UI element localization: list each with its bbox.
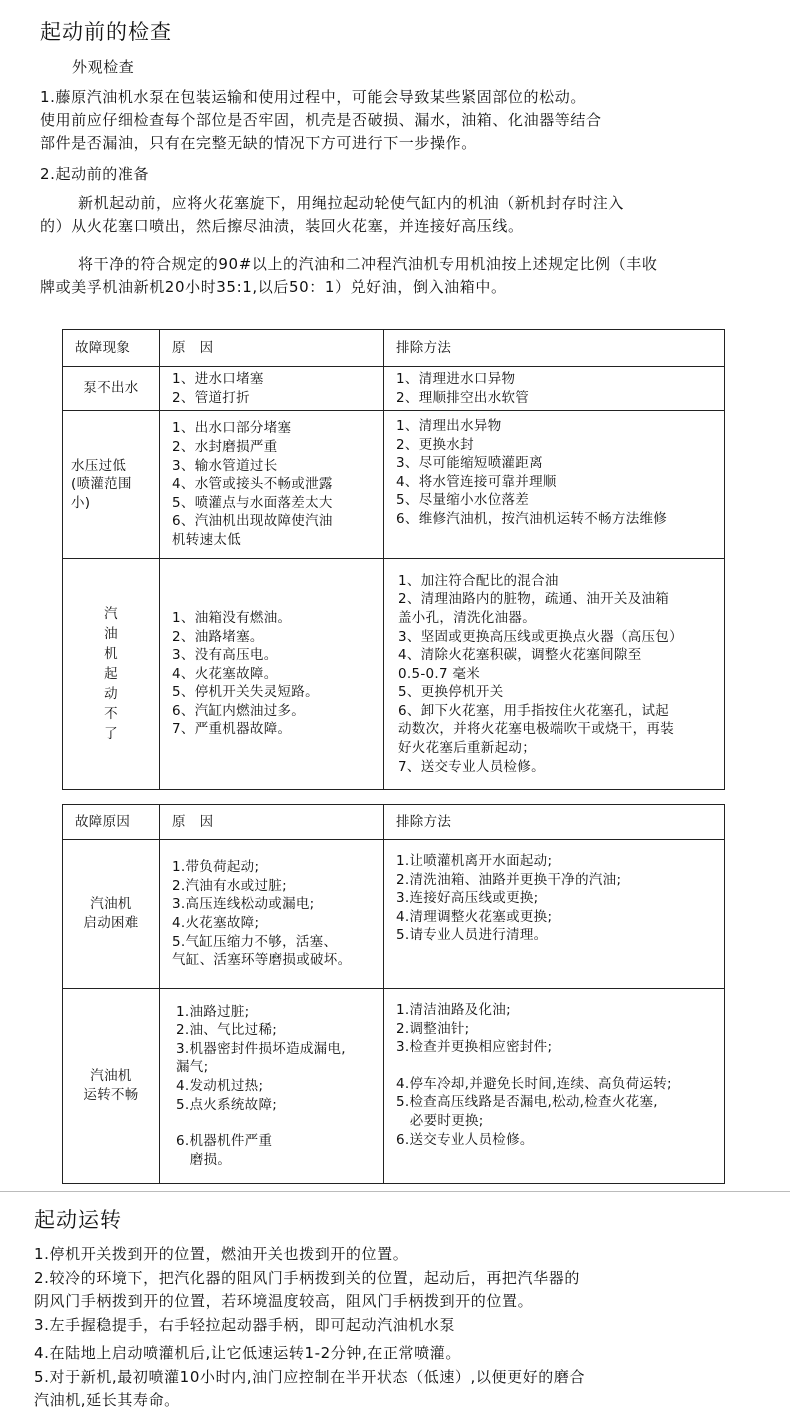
cause-line: 5、喷灌点与水面落差太大 [172, 494, 333, 511]
fix-cell [384, 411, 725, 559]
paragraph-line: 牌或美孚机油新机20小时35:1,以后50：1）兑好油，倒入油箱中。 [40, 278, 507, 296]
symptom-cell [63, 559, 160, 790]
paragraph-line: 的）从火花塞口喷出，然后擦尽油渍，装回火花塞，并连接好高压线。 [40, 217, 524, 235]
symptom-char: 动 [104, 686, 118, 702]
cause-line: 3.高压连线松动或漏电; [172, 896, 315, 913]
fix-line: 2.清洗油箱、油路并更换干净的汽油; [396, 871, 622, 888]
fix-line: 5、尽量缩小水位落差 [396, 492, 530, 509]
cause-line: 1、油箱没有燃油。 [172, 609, 292, 626]
cause-line: 6、汽缸内燃油过多。 [172, 702, 306, 719]
fix-cell [384, 367, 725, 411]
cause-line: 3、输水管道过长 [172, 457, 278, 474]
fix-line: 5、更换停机开关 [398, 684, 504, 701]
cause-line: 5、停机开关失灵短路。 [172, 684, 319, 701]
paragraph-line: 4.在陆地上启动喷灌机后,让它低速运转1-2分钟,在正常喷灌。 [34, 1344, 461, 1362]
paragraph-line: 阴风门手柄拨到开的位置，若环境温度较高，阻风门手柄拨到开的位置。 [34, 1292, 534, 1310]
fix-cell [384, 840, 725, 989]
paragraph-start-operation [34, 1243, 585, 1413]
troubleshooting-table-2 [62, 804, 725, 1184]
fix-line: 4、清除火花塞积碳，调整火花塞间隙至 [398, 647, 642, 664]
paragraph-line: 将干净的符合规定的90#以上的汽油和二冲程汽油机专用机油按上述规定比例（丰收 [78, 255, 658, 273]
table-row [63, 840, 725, 989]
paragraph-line: 2.较冷的环境下，把汽化器的阻风门手柄拨到关的位置，起动后，再把汽华器的 [34, 1268, 580, 1287]
symptom-text: 水压过低 [71, 457, 127, 474]
cause-line: 气缸、活塞环等磨损或破坏。 [172, 952, 352, 969]
fix-line-spacer [396, 1057, 724, 1075]
symptom-text: 小) [71, 494, 91, 511]
fix-line: 3.连接好高压线或更换; [396, 890, 539, 907]
paragraph-line: 使用前应仔细检查每个部位是否牢固，机壳是否破损、漏水，油箱、化油器等结合 [40, 111, 602, 129]
cause-line: 2、水封磨损严重 [172, 439, 278, 456]
header-fix: 排除方法 [384, 330, 725, 367]
table-row [63, 367, 725, 411]
paragraph-fuel-mixing [40, 253, 657, 299]
symptom-cell [63, 411, 160, 559]
table-row [63, 989, 725, 1184]
section-title-start-operation: 起动运转 [34, 1208, 122, 1232]
fix-line: 2、理顺排空出水软管 [396, 389, 530, 406]
fix-line: 3.检查并更换相应密封件; [396, 1039, 553, 1056]
fix-line: 4.停车冷却,并避免长时间,连续、高负荷运转; [396, 1075, 672, 1092]
fix-line: 动数次，并将火花塞电极端吹干或烧干，再装 [398, 721, 674, 738]
paragraph-line: 部件是否漏油，只有在完整无缺的情况下方可进行下一步操作。 [40, 134, 477, 152]
cause-line: 机转速太低 [172, 531, 241, 548]
table-header-row [63, 330, 725, 367]
fix-line: 2、更换水封 [396, 436, 474, 453]
fix-line: 2、清理油路内的脏物，疏通、油开关及油箱 [398, 591, 670, 608]
fix-line: 盖小孔，清洗化油器。 [398, 609, 536, 626]
cause-line: 4、水管或接头不畅或泄露 [172, 476, 333, 493]
cause-cell [160, 411, 384, 559]
symptom-cell [63, 367, 160, 411]
paragraph-preparation [40, 192, 624, 238]
cause-line: 4.火花塞故障; [172, 915, 260, 931]
fix-line: 必要时更换; [396, 1112, 484, 1129]
fix-line: 3、尽可能缩短喷灌距离 [396, 455, 543, 472]
fix-cell [384, 989, 725, 1184]
fix-line: 3、坚固或更换高压线或更换点火器（高压包） [398, 628, 683, 645]
cause-line: 7、严重机器故障。 [172, 721, 292, 738]
symptom-vertical-text [63, 604, 159, 744]
paragraph-line: 5.对于新机,最初喷灌10小时内,油门应控制在半开状态（低速）,以便更好的磨合 [34, 1367, 586, 1386]
fix-line: 6、卸下火花塞，用手指按住火花塞孔，试起 [398, 702, 670, 719]
section-divider [0, 1191, 790, 1192]
cause-cell [160, 559, 384, 790]
cause-cell [160, 989, 384, 1184]
fix-line: 1、加注符合配比的混合油 [398, 572, 559, 589]
cause-line: 6、汽油机出现故障使汽油 [172, 513, 333, 530]
symptom-cell [63, 989, 160, 1184]
symptom-text: 泵不出水 [83, 380, 139, 397]
fix-line: 1.清洁油路及化油; [396, 1002, 511, 1018]
paragraph-line: 1.停机开关拨到开的位置，燃油开关也拨到开的位置。 [34, 1245, 409, 1263]
cause-line: 漏气; [176, 1059, 209, 1076]
cause-line: 3、没有高压电。 [172, 647, 278, 664]
cause-line: 1.带负荷起动; [172, 859, 260, 876]
cause-line: 2.汽油有水或过脏; [172, 877, 287, 894]
cause-line: 4、火花塞故障。 [172, 665, 278, 682]
header-fix: 排除方法 [384, 805, 725, 840]
cause-line: 5.气缸压缩力不够，活塞、 [172, 933, 338, 950]
fix-line: 5.检查高压线路是否漏电,松动,检查火花塞, [396, 1094, 658, 1111]
symptom-char: 起 [104, 666, 118, 682]
section-title-pre-start-check: 起动前的检查 [40, 20, 172, 44]
symptom-text: 汽油机 [90, 1068, 132, 1085]
cause-line: 2、油路堵塞。 [172, 628, 264, 645]
fix-line: 好火花塞后重新起动； [398, 740, 536, 757]
header-cause: 原 因 [160, 330, 384, 367]
troubleshooting-table-1 [62, 329, 725, 790]
symptom-text: (喷灌范围 [71, 476, 132, 493]
fix-line: 6.送交专业人员检修。 [396, 1131, 534, 1148]
fix-line: 4.清理调整火花塞或更换; [396, 908, 553, 925]
cause-line: 5.点火系统故障; [176, 1096, 278, 1113]
cause-line: 3.机器密封件损坏造成漏电, [176, 1040, 346, 1057]
cause-line: 1.油路过脏; [176, 1003, 250, 1020]
cause-line: 1、进水口堵塞 [172, 370, 264, 387]
subtitle-preparation: 2.起动前的准备 [40, 165, 150, 183]
subtitle-appearance-check: 外观检查 [72, 58, 135, 76]
fix-line: 1、清理出水异物 [396, 418, 502, 434]
table-row [63, 559, 725, 790]
symptom-cell [63, 840, 160, 989]
paragraph-line: 3.左手握稳提手，右手轻拉起动器手柄，即可起动汽油机水泵 [34, 1315, 456, 1334]
cause-cell [160, 367, 384, 411]
fix-cell [384, 559, 725, 790]
paragraph-line: 汽油机,延长其寿命。 [34, 1391, 180, 1409]
fix-line: 1.让喷灌机离开水面起动; [396, 853, 553, 869]
paragraph-line: 新机起动前，应将火花塞旋下，用绳拉起动轮使气缸内的机油（新机封存时注入 [78, 194, 625, 212]
fix-line: 7、送交专业人员检修。 [398, 758, 545, 775]
header-fault-cause: 故障原因 [63, 805, 160, 840]
symptom-text: 运转不畅 [83, 1087, 139, 1103]
table-row [63, 411, 725, 559]
cause-line: 2、管道打折 [172, 389, 250, 406]
symptom-char: 了 [104, 726, 118, 742]
header-cause: 原 因 [160, 805, 384, 840]
symptom-char: 不 [104, 706, 118, 722]
cause-line: 磨损。 [176, 1151, 232, 1168]
header-symptom: 故障现象 [63, 330, 160, 367]
fix-line: 1、清理进水口异物 [396, 370, 516, 387]
fix-line: 6、维修汽油机，按汽油机运转不畅方法维修 [396, 510, 668, 527]
symptom-text: 启动困难 [83, 915, 139, 931]
cause-line: 1、出水口部分堵塞 [172, 420, 292, 437]
cause-line: 2.油、气比过稀; [176, 1022, 278, 1039]
cause-line: 6.机器机件严重 [176, 1133, 273, 1150]
cause-cell [160, 840, 384, 989]
fix-line: 0.5-0.7 毫米 [398, 665, 481, 682]
symptom-char: 机 [104, 646, 118, 662]
symptom-char: 汽 [104, 606, 118, 622]
symptom-char: 油 [104, 626, 118, 642]
cause-line-spacer [176, 1114, 383, 1132]
paragraph-appearance [40, 86, 602, 155]
table-header-row [63, 805, 725, 840]
fix-line: 4、将水管连接可靠并理顺 [396, 473, 557, 490]
cause-line: 4.发动机过热; [176, 1078, 264, 1094]
paragraph-line: 1.藤原汽油机水泵在包装运输和使用过程中，可能会导致某些紧固部位的松动。 [40, 88, 586, 106]
symptom-text: 汽油机 [90, 896, 132, 913]
fix-line: 2.调整油针; [396, 1020, 470, 1037]
fix-line: 5.请专业人员进行清理。 [396, 927, 548, 944]
